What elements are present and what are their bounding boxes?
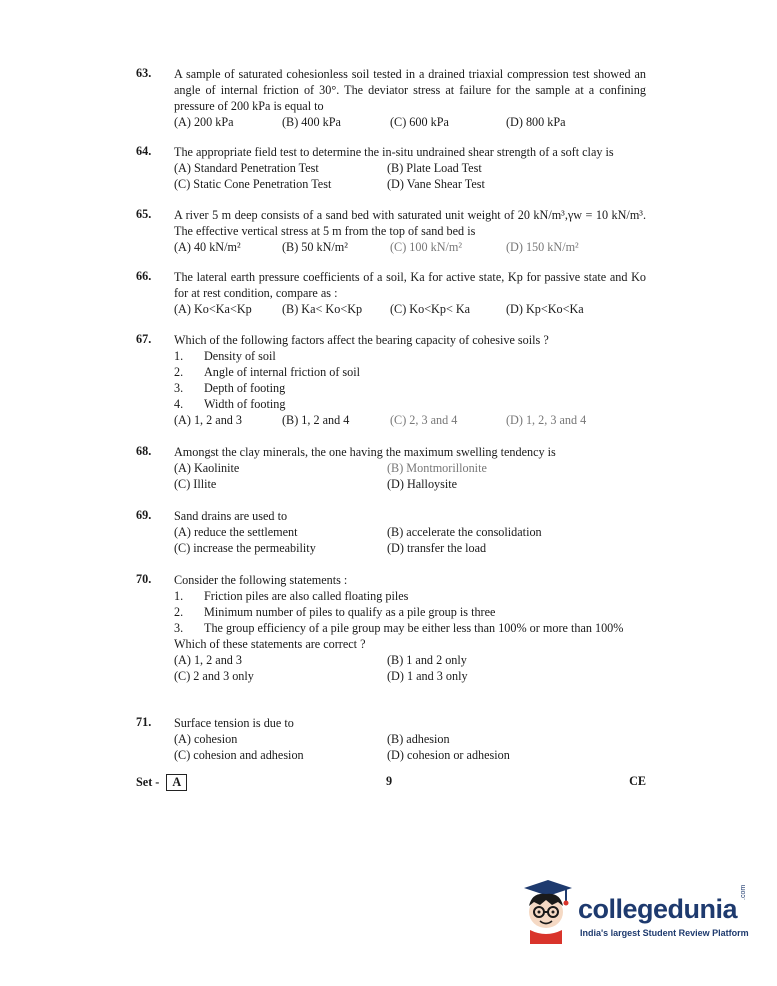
brand-domain: .com [740,884,747,900]
question-number: 63. [136,66,152,80]
option-a: (A) Kaolinite [174,461,240,475]
page-number: 9 [386,774,393,788]
statement: 2. Angle of internal friction of soil [174,365,361,379]
option-d: (D) 800 kPa [506,115,566,129]
option-c: (C) increase the permeability [174,541,316,555]
option-b: (B) Plate Load Test [387,161,482,175]
options-row [174,160,646,176]
option-d: (D) 150 kN/m² [506,240,579,254]
options-row [174,540,646,556]
options-row [174,412,646,428]
option-d: (D) cohesion or adhesion [387,748,510,762]
options-row [174,239,646,255]
question-text: Surface tension is due to [174,716,294,730]
option-c: (C) Ko<Kp< Ka [390,302,471,316]
option-b: (B) 1 and 2 only [387,653,467,667]
option-c: (C) 2, 3 and 4 [390,413,458,427]
question-text: Sand drains are used to [174,509,288,523]
option-b: (B) 1, 2 and 4 [282,413,350,427]
question-number: 70. [136,572,152,586]
question-text: Which of the following factors affect the bearing capacity of cohesive soils ? [174,333,549,347]
statement: 3. Depth of footing [174,381,286,395]
options-row [174,652,646,668]
option-a: (A) 1, 2 and 3 [174,413,243,427]
options-row [174,731,646,747]
option-d: (D) Halloysite [387,477,458,491]
option-a: (A) 40 kN/m² [174,240,241,254]
option-b: (B) Ka< Ko<Kp [282,302,363,316]
option-b: (B) adhesion [387,732,450,746]
set-value-box: A [166,774,187,791]
options-row [174,668,646,684]
collegedunia-logo [518,878,748,948]
option-c: (C) 600 kPa [390,115,449,129]
option-c: (C) Illite [174,477,217,491]
question-number: 67. [136,332,152,346]
option-a: (A) cohesion [174,732,238,746]
option-c: (C) Static Cone Penetration Test [174,177,332,191]
set-indicator [136,774,187,791]
options-row [174,747,646,763]
question-number: 71. [136,715,152,729]
option-d: (D) 1 and 3 only [387,669,468,683]
option-a: (A) 1, 2 and 3 [174,653,243,667]
options-row [174,176,646,192]
statement: 3. The group efficiency of a pile group may be either less than 100% or more than 100% [174,621,624,635]
option-b: (B) 50 kN/m² [282,240,348,254]
option-d: (D) Kp<Ko<Ka [506,302,584,316]
question-text: Consider the following statements : [174,573,348,587]
option-a: (A) 200 kPa [174,115,234,129]
options-row [174,114,646,130]
brand-tagline: India's largest Student Review Platform [580,928,749,938]
option-a: (A) Ko<Ka<Kp [174,302,252,316]
brand-name: collegedunia [578,894,738,924]
options-row [174,524,646,540]
question-text: The appropriate field test to determine the in-situ undrained shear strength of a soft clay is [174,145,614,159]
option-d: (D) Vane Shear Test [387,177,485,191]
option-c: (C) 100 kN/m² [390,240,463,254]
question-number: 66. [136,269,152,283]
option-c: (C) cohesion and adhesion [174,748,304,762]
question-subtext: Which of these statements are correct ? [174,637,366,651]
option-a: (A) Standard Penetration Test [174,161,319,175]
options-row [174,301,646,317]
option-b: (B) Montmorillonite [387,461,487,475]
question-number: 69. [136,508,152,522]
option-b: (B) 400 kPa [282,115,341,129]
question-number: 64. [136,144,152,158]
question-text: Amongst the clay minerals, the one having the maximum swelling tendency is [174,445,556,459]
option-d: (D) transfer the load [387,541,487,555]
statement: 2. Minimum number of piles to qualify as a pile group is three [174,605,496,619]
mascot-icon [518,878,574,948]
option-a: (A) reduce the settlement [174,525,298,539]
option-b: (B) accelerate the consolidation [387,525,542,539]
question-text: The lateral earth pressure coefficients of a soil, Ka for active state, Kp for passive state and Ko for at rest condition, compare as : [174,270,646,300]
options-row [174,476,646,492]
option-c: (C) 2 and 3 only [174,669,254,683]
option-d: (D) 1, 2, 3 and 4 [506,413,587,427]
set-label: Set - [136,775,160,789]
statement: 1. Friction piles are also called floating piles [174,589,409,603]
question-text: A river 5 m deep consists of a sand bed with saturated unit weight of 20 kN/m³,γw = 10 kN/m³. The effective vertical stress at 5 m from the top of sand bed is [174,208,646,238]
options-row [174,460,646,476]
question-number: 68. [136,444,152,458]
question-number: 65. [136,207,152,221]
statement: 4. Width of footing [174,397,286,411]
subject-code: CE [629,774,646,788]
statement: 1. Density of soil [174,349,276,363]
question-text: A sample of saturated cohesionless soil tested in a drained triaxial compression test showed an angle of internal friction of 30°. The deviator stress at failure for the sample at a confining pressure of 200 kPa is equal to [174,67,646,113]
page-footer [136,774,646,792]
